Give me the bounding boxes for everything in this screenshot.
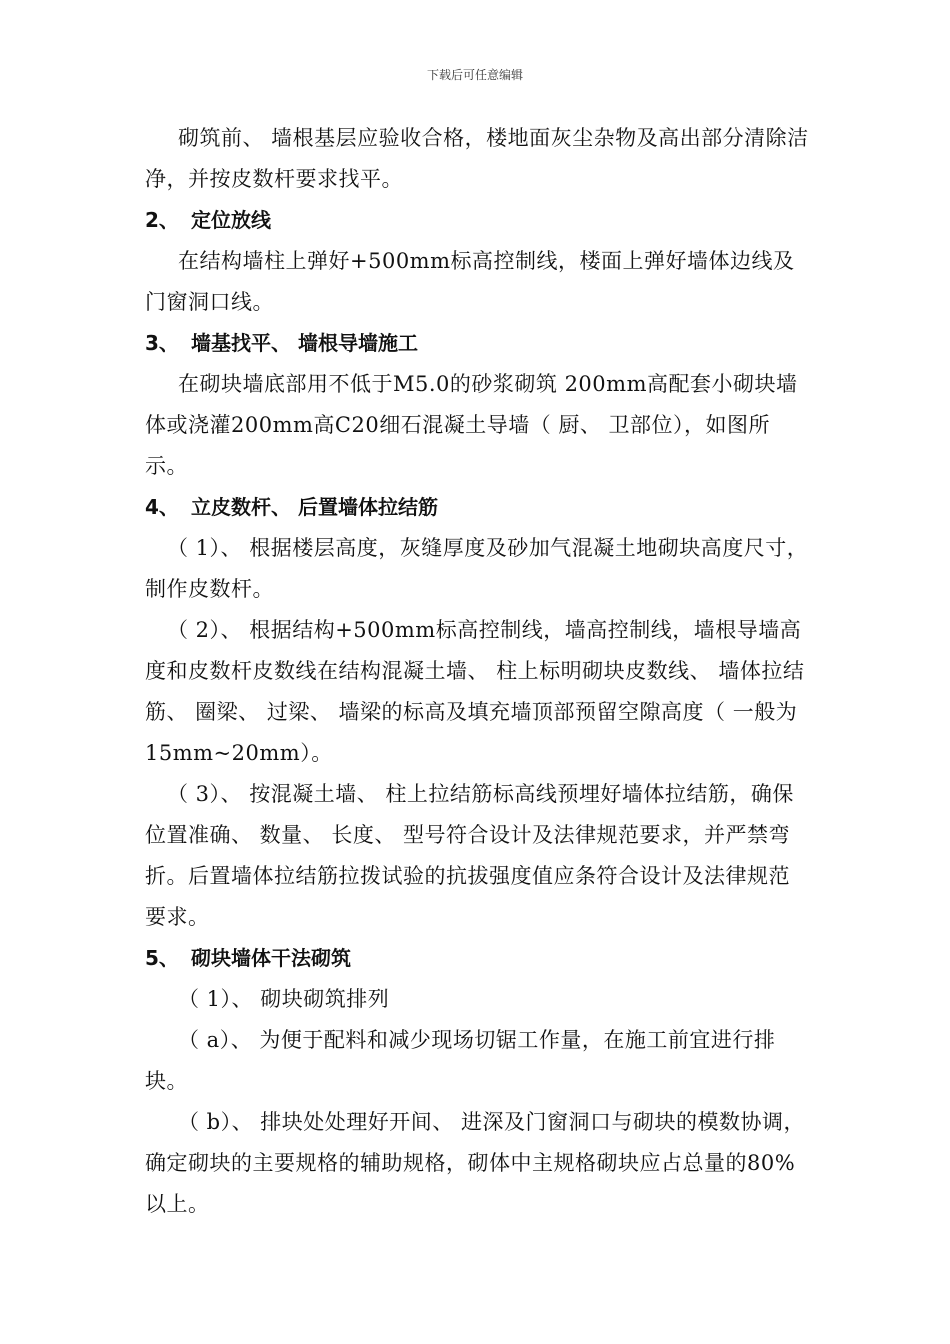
- page-header-note: 下载后可任意编辑: [426, 68, 523, 82]
- section-heading-4: [145, 487, 810, 528]
- section-number: 4、: [145, 495, 179, 519]
- section-title: 砌块墙体干法砌筑: [191, 946, 351, 970]
- section-number: 2、: [145, 208, 179, 232]
- section-heading-5: [145, 938, 810, 979]
- section-title: 墙基找平、 墙根导墙施工: [191, 331, 418, 355]
- paragraph-subitem-a: （ a）、 为便于配料和减少现场切锯工作量，在施工前宜进行排块。: [145, 1028, 776, 1093]
- section-title: 定位放线: [191, 208, 271, 232]
- paragraph-positioning: 在结构墙柱上弹好+500mm标高控制线，楼面上弹好墙体边线及门窗洞口线。: [145, 249, 795, 314]
- paragraph-item-3: （ 3）、 按混凝土墙、 柱上拉结筋标高线预埋好墙体拉结筋，确保位置准确、 数量、 长度、 型号符合设计及法律规范要求，并严禁弯折。后置墙体拉结筋拉拨试验的抗拔强度值应条符合设计及法律规范要求。: [145, 782, 794, 929]
- paragraph-item-2: （ 2）、 根据结构+500mm标高控制线，墙高控制线，墙根导墙高度和皮数杆皮数线在结构混凝土墙、 柱上标明砌块皮数线、 墙体拉结筋、 圈梁、 过梁、 墙梁的标高及填充墙顶部预留空隙高度（ 一般为15mm~20mm）。: [145, 618, 805, 765]
- paragraph-preparation: 砌筑前、 墙根基层应验收合格，楼地面灰尘杂物及高出部分清除洁净，并按皮数杆要求找平。: [145, 126, 809, 191]
- section-number: 5、: [145, 946, 179, 970]
- section-heading-2: [145, 200, 810, 241]
- paragraph-guide-wall: 在砌块墙底部用不低于M5.0的砂浆砌筑 200mm高配套小砌块墙体或浇灌200mm高C20细石混凝土导墙（ 厨、 卫部位），如图所示。: [145, 372, 798, 478]
- paragraph-subitem-b: （ b）、 排块处处理好开间、 进深及门窗洞口与砌块的模数协调，确定砌块的主要规格的辅助规格，砌体中主规格砌块应占总量的80%以上。: [145, 1110, 805, 1216]
- paragraph-item-1: （ 1）、 根据楼层高度，灰缝厚度及砂加气混凝土地砌块高度尺寸，制作皮数杆。: [145, 536, 809, 601]
- section-heading-3: [145, 323, 810, 364]
- section-title: 立皮数杆、 后置墙体拉结筋: [191, 495, 438, 519]
- paragraph-subitem-1: （ 1）、 砌块砌筑排列: [178, 987, 390, 1011]
- section-number: 3、: [145, 331, 179, 355]
- document-body: [145, 118, 810, 1225]
